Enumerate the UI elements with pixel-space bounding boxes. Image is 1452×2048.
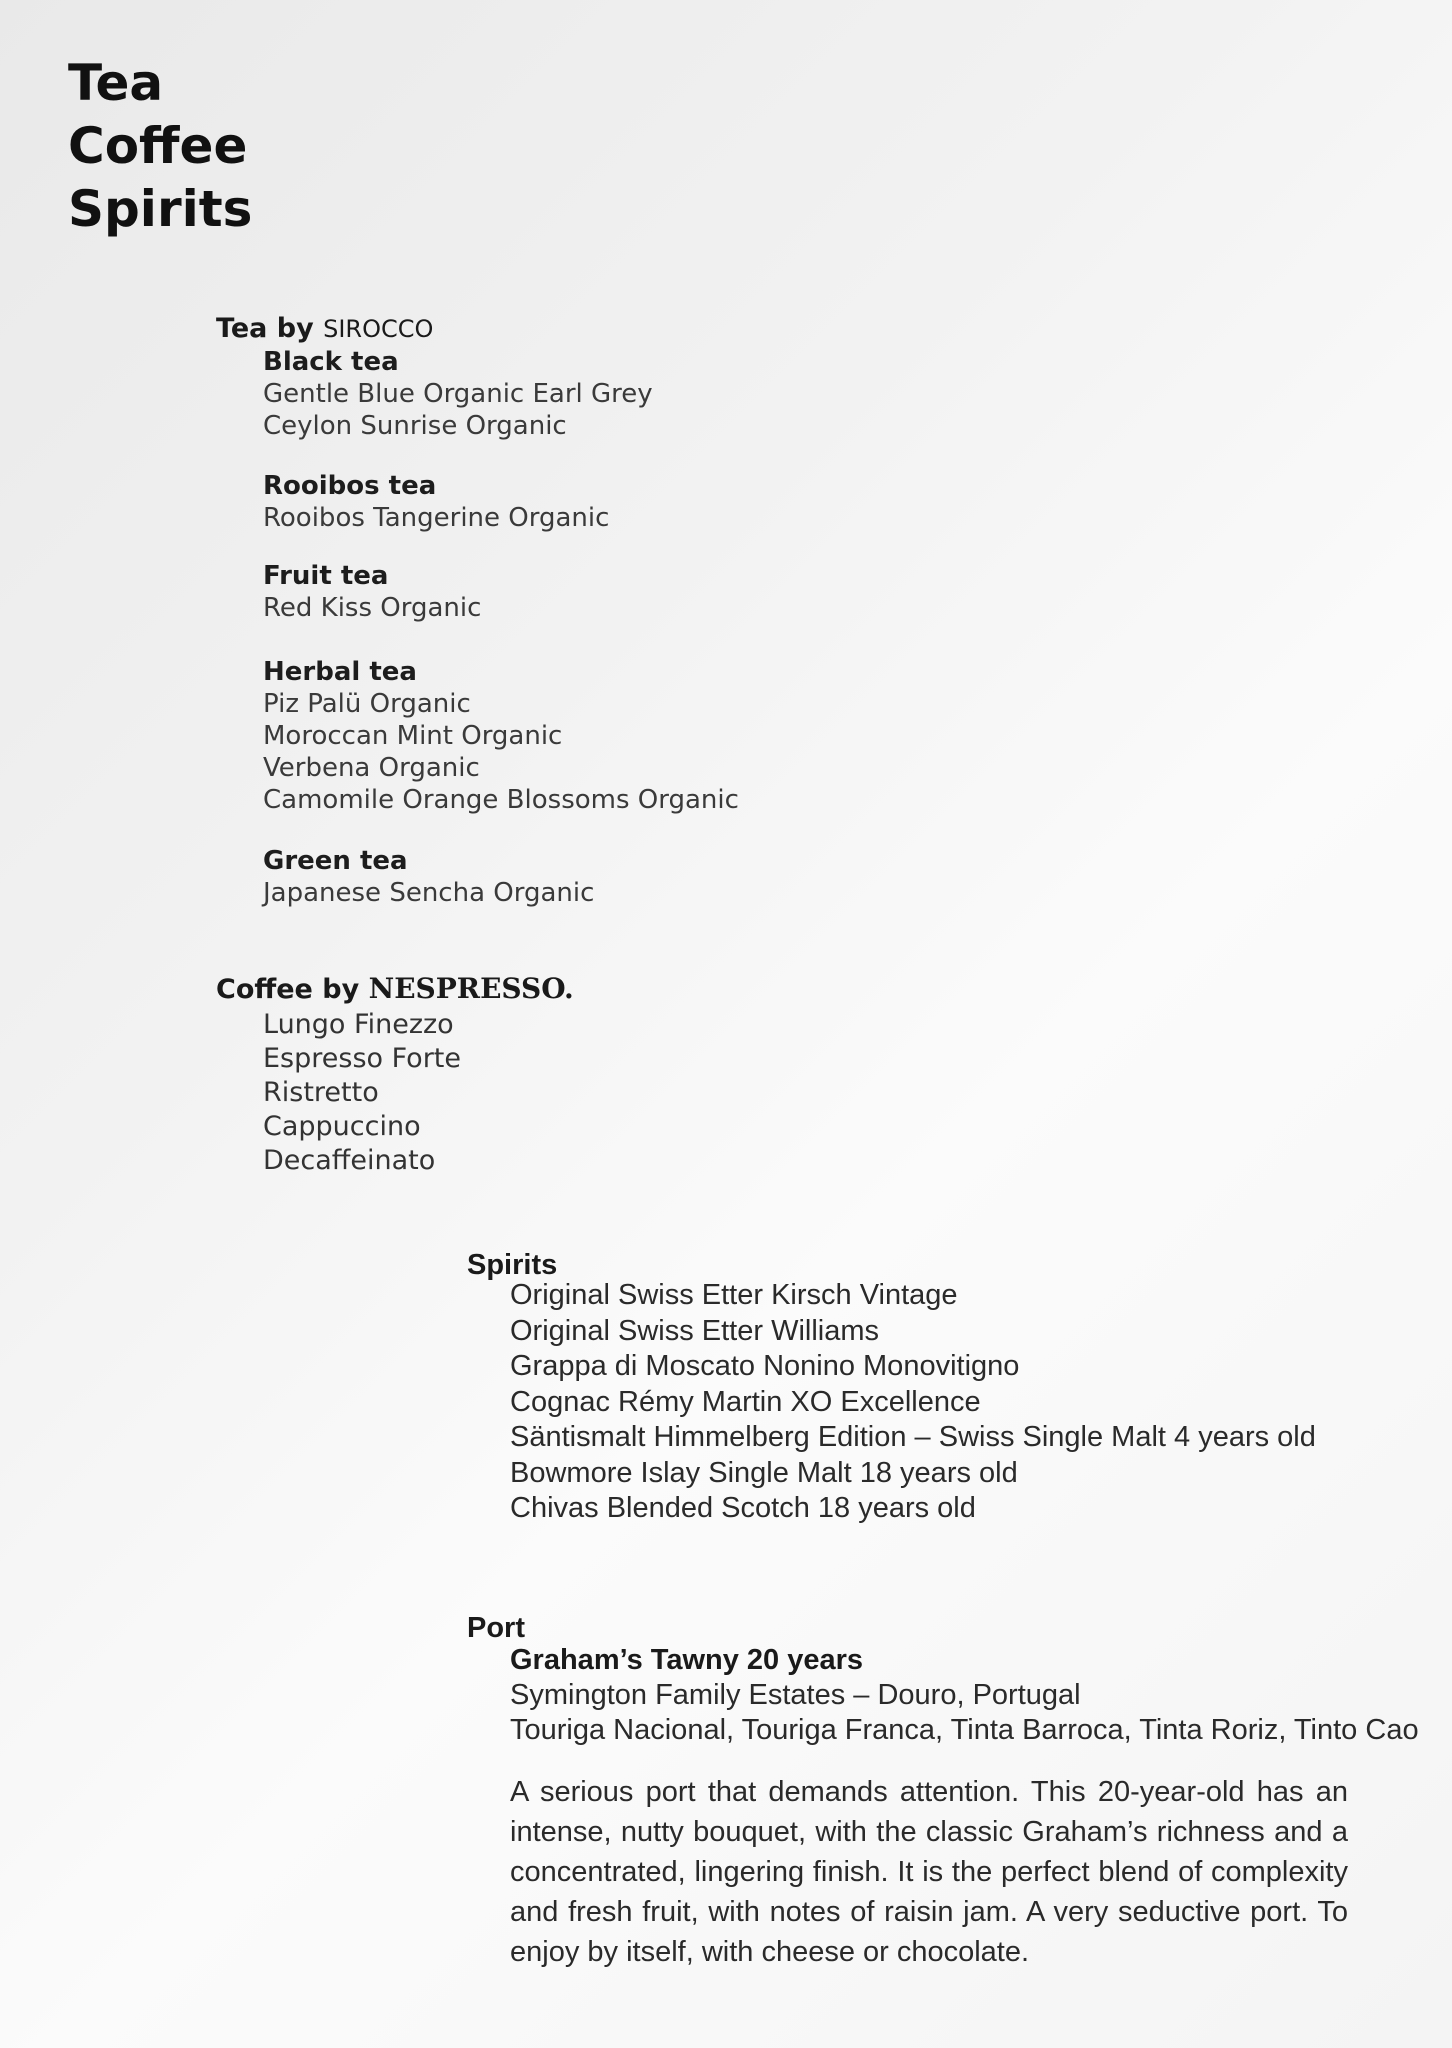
list-item: Säntismalt Himmelberg Edition – Swiss Single Malt 4 years old xyxy=(510,1421,1316,1453)
category-title: Herbal tea xyxy=(263,657,417,687)
list-item: Original Swiss Etter Kirsch Vintage xyxy=(510,1279,958,1311)
tea-heading xyxy=(216,312,433,346)
nespresso-logo: NESPRESSO. xyxy=(368,972,574,1005)
wine-producer: Symington Family Estates – Douro, Portugal xyxy=(510,1679,1081,1711)
tea-category-black xyxy=(263,346,653,442)
page-title xyxy=(68,52,252,241)
coffee-heading-prefix: Coffee by xyxy=(216,974,360,1005)
list-item: Moroccan Mint Organic xyxy=(263,721,563,751)
list-item: Decaffeinato xyxy=(263,1145,436,1176)
list-item: Grappa di Moscato Nonino Monovitigno xyxy=(510,1350,1020,1382)
title-line-tea: Tea xyxy=(68,54,164,112)
spirits-heading: Spirits xyxy=(467,1249,558,1281)
port-heading: Port xyxy=(467,1612,525,1644)
spirits-list xyxy=(510,1278,1316,1527)
list-item: Gentle Blue Organic Earl Grey xyxy=(263,379,653,409)
sirocco-logo: SIROCCO xyxy=(323,315,434,343)
coffee-heading xyxy=(216,972,574,1007)
list-item: Espresso Forte xyxy=(263,1043,462,1074)
wine-description: A serious port that demands attention. This 20-year-old has an intense, nutty bouquet, with the classic Graham’s richness and a concentrated, lingering finish. It is the perfect blend of complexity and fresh fruit, with notes of raisin jam. A very seductive port. To enjoy by itself, with cheese or chocolate. xyxy=(510,1776,1348,1968)
category-title: Rooibos tea xyxy=(263,471,437,501)
list-item: Camomile Orange Blossoms Organic xyxy=(263,785,739,815)
list-item: Japanese Sencha Organic xyxy=(263,878,595,908)
list-item: Ceylon Sunrise Organic xyxy=(263,411,567,441)
list-item: Chivas Blended Scotch 18 years old xyxy=(510,1492,976,1524)
wine-grapes: Touriga Nacional, Touriga Franca, Tinta Barroca, Tinta Roriz, Tinto Cao xyxy=(510,1714,1419,1746)
tea-heading-prefix: Tea by xyxy=(216,313,314,344)
list-item: Ristretto xyxy=(263,1077,379,1108)
category-title: Green tea xyxy=(263,846,408,876)
tea-category-fruit xyxy=(263,560,481,624)
list-item: Cappuccino xyxy=(263,1111,421,1142)
title-line-spirits: Spirits xyxy=(68,180,253,238)
category-title: Fruit tea xyxy=(263,561,389,591)
list-item: Red Kiss Organic xyxy=(263,593,482,623)
title-line-coffee: Coffee xyxy=(68,117,248,175)
list-item: Piz Palü Organic xyxy=(263,689,471,719)
tea-category-rooibos xyxy=(263,470,609,534)
tea-category-green xyxy=(263,845,594,909)
list-item: Cognac Rémy Martin XO Excellence xyxy=(510,1385,981,1418)
list-item: Verbena Organic xyxy=(263,753,480,783)
category-title: Black tea xyxy=(263,347,399,377)
tea-category-herbal xyxy=(263,656,739,816)
port-wine xyxy=(510,1643,1419,1748)
list-item: Bowmore Islay Single Malt 18 years old xyxy=(510,1456,1018,1489)
list-item: Original Swiss Etter Williams xyxy=(510,1314,879,1347)
coffee-list xyxy=(263,1008,461,1178)
list-item: Rooibos Tangerine Organic xyxy=(263,503,610,533)
list-item: Lungo Finezzo xyxy=(263,1009,454,1040)
wine-name: Graham’s Tawny 20 years xyxy=(510,1644,864,1676)
